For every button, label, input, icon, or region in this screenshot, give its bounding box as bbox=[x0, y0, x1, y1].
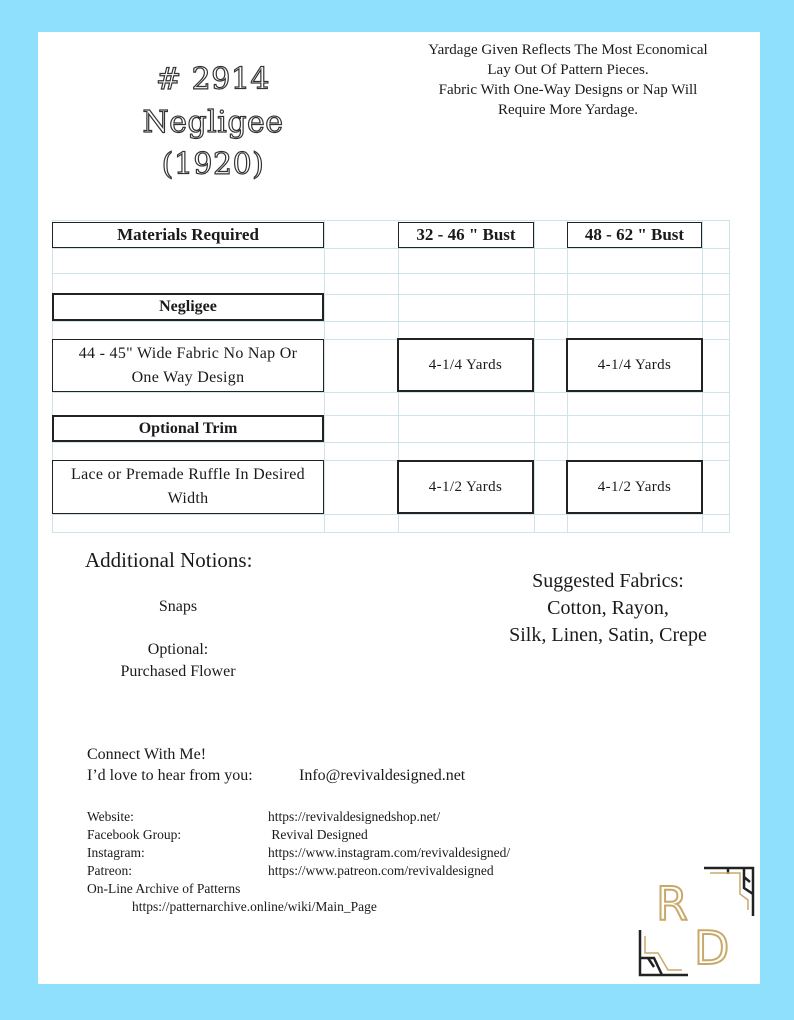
corner-ornament-icon bbox=[704, 868, 753, 916]
fabrics-line: Cotton, Rayon, bbox=[547, 597, 669, 619]
pattern-sheet bbox=[38, 32, 760, 984]
logo-letter-d: D bbox=[694, 921, 730, 975]
fabrics-line: Suggested Fabrics: bbox=[532, 570, 684, 592]
website-link[interactable]: https://revivaldesignedshop.net/ bbox=[268, 809, 441, 824]
archive-link[interactable]: https://patternarchive.online/wiki/Main_Page bbox=[132, 899, 377, 914]
link-label: Facebook Group: bbox=[87, 827, 182, 842]
logo-letter-r: R bbox=[656, 877, 688, 931]
suggested-fabrics bbox=[458, 568, 758, 649]
size-a-header: 32 - 46 " Bust bbox=[398, 222, 534, 248]
yardage-note-line: Fabric With One-Way Designs or Nap Will bbox=[438, 82, 698, 98]
trim-yardage-size-b: 4-1/2 Yards bbox=[566, 460, 703, 514]
trim-yardage-size-a: 4-1/2 Yards bbox=[397, 460, 534, 514]
patreon-link[interactable]: https://www.patreon.com/revivaldesigned bbox=[268, 863, 494, 878]
connect-invite: I’d love to hear from you: bbox=[87, 767, 253, 784]
fabrics-line: Silk, Linen, Satin, Crepe bbox=[509, 624, 707, 646]
corner-ornament-icon bbox=[645, 936, 682, 970]
notion-item: Snaps bbox=[158, 598, 198, 615]
yardage-note-line: Require More Yardage. bbox=[498, 102, 638, 118]
notion-optional-item: Purchased Flower bbox=[120, 663, 236, 680]
pattern-year: (1920) bbox=[161, 147, 265, 182]
link-label: Website: bbox=[87, 809, 134, 824]
corner-ornament-icon bbox=[710, 873, 748, 910]
section-title-negligee: Negligee bbox=[52, 293, 324, 321]
yardage-note-line: Lay Out Of Pattern Pieces. bbox=[487, 62, 649, 78]
facebook-group-link[interactable]: Revival Designed bbox=[268, 827, 368, 842]
materials-header: Materials Required bbox=[52, 222, 324, 248]
notions-heading: Additional Notions: bbox=[85, 548, 253, 572]
notion-optional-label: Optional: bbox=[147, 641, 209, 658]
revival-designed-logo bbox=[638, 864, 756, 979]
connect-heading: Connect With Me! bbox=[87, 746, 207, 763]
yardage-size-a: 4-1/4 Yards bbox=[397, 338, 534, 392]
material-item-line: One Way Design bbox=[131, 368, 245, 386]
section-title-optional-trim: Optional Trim bbox=[52, 415, 324, 442]
link-label: Instagram: bbox=[87, 845, 145, 860]
size-b-header: 48 - 62 " Bust bbox=[567, 222, 702, 248]
yardage-note-line: Yardage Given Reflects The Most Economical bbox=[428, 42, 708, 58]
material-item-fabric bbox=[52, 339, 324, 392]
material-item-trim bbox=[52, 460, 324, 514]
instagram-link[interactable]: https://www.instagram.com/revivaldesigned/ bbox=[268, 845, 511, 860]
material-item-line: Lace or Premade Ruffle In Desired bbox=[71, 466, 305, 483]
yardage-note bbox=[378, 40, 758, 120]
link-label: Patreon: bbox=[87, 863, 132, 878]
material-item-line: Width bbox=[167, 490, 209, 507]
archive-label: On-Line Archive of Patterns bbox=[87, 881, 241, 896]
contact-email[interactable]: Info@revivaldesigned.net bbox=[299, 767, 466, 784]
yardage-size-b: 4-1/4 Yards bbox=[566, 338, 703, 392]
connect-section bbox=[87, 744, 466, 786]
pattern-number: # 2914 bbox=[155, 62, 271, 97]
pattern-name: Negligee bbox=[142, 105, 284, 140]
material-item-line: 44 - 45" Wide Fabric No Nap Or bbox=[78, 344, 298, 362]
